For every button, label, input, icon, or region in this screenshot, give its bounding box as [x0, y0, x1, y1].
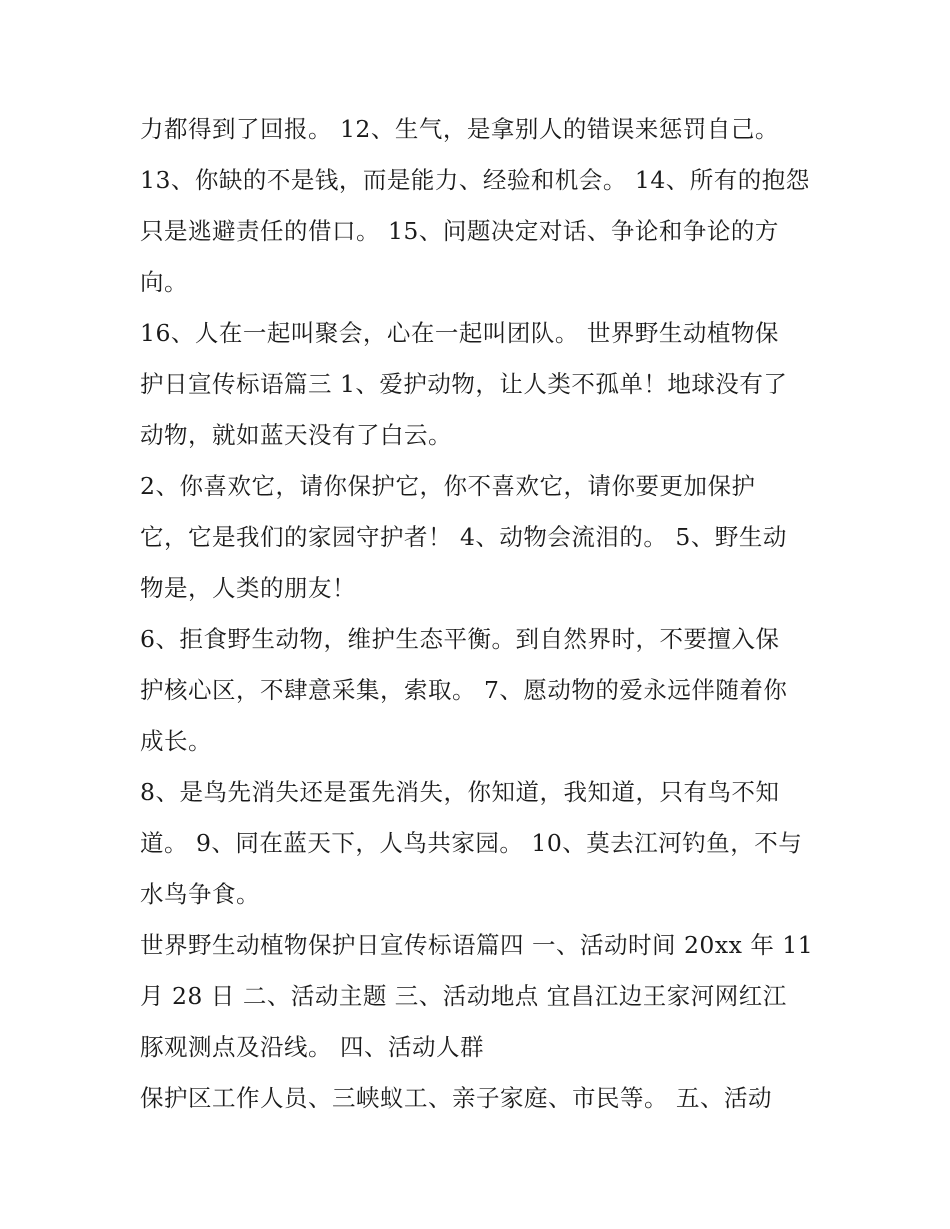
- text-line: 16、人在一起叫聚会，心在一起叫团队。 世界野生动植物保: [140, 319, 779, 347]
- text-line: 13、你缺的不是钱，而是能力、经验和机会。 14、所有的抱怨: [140, 166, 810, 194]
- text-line: 保护区工作人员、三峡蚁工、亲子家庭、市民等。 五、活动: [140, 1084, 772, 1112]
- text-line: 动物，就如蓝天没有了白云。: [140, 421, 452, 449]
- text-line: 世界野生动植物保护日宣传标语篇四 一、活动时间 20xx 年 11: [140, 931, 814, 959]
- text-line: 月 28 日 二、活动主题 三、活动地点 宜昌江边王家河网红江: [140, 982, 787, 1010]
- text-line: 护核心区，不肆意采集，索取。 7、愿动物的爱永远伴随着你: [140, 676, 788, 704]
- text-line: 6、拒食野生动物，维护生态平衡。到自然界时，不要擅入保: [140, 625, 780, 653]
- text-line: 道。 9、同在蓝天下，人鸟共家园。 10、莫去江河钓鱼，不与: [140, 829, 803, 857]
- text-line: 豚观测点及沿线。 四、活动人群: [140, 1033, 484, 1061]
- text-line: 2、你喜欢它，请你保护它，你不喜欢它，请你要更加保护: [140, 472, 756, 500]
- text-line: 8、是鸟先消失还是蛋先消失，你知道，我知道，只有鸟不知: [140, 778, 780, 806]
- text-line: 它，它是我们的家园守护者！ 4、动物会流泪的。 5、野生动: [140, 523, 787, 551]
- text-line: 物是，人类的朋友！: [140, 574, 356, 602]
- text-line: 护日宣传标语篇三 1、爱护动物，让人类不孤单！地球没有了: [140, 370, 788, 398]
- text-line: 成长。: [140, 727, 212, 755]
- text-line: 水鸟争食。: [140, 880, 260, 908]
- text-line: 力都得到了回报。 12、生气，是拿别人的错误来惩罚自己。: [140, 115, 779, 143]
- text-line: 向。: [140, 268, 188, 296]
- text-line: 只是逃避责任的借口。 15、问题决定对话、争论和争论的方: [140, 217, 779, 245]
